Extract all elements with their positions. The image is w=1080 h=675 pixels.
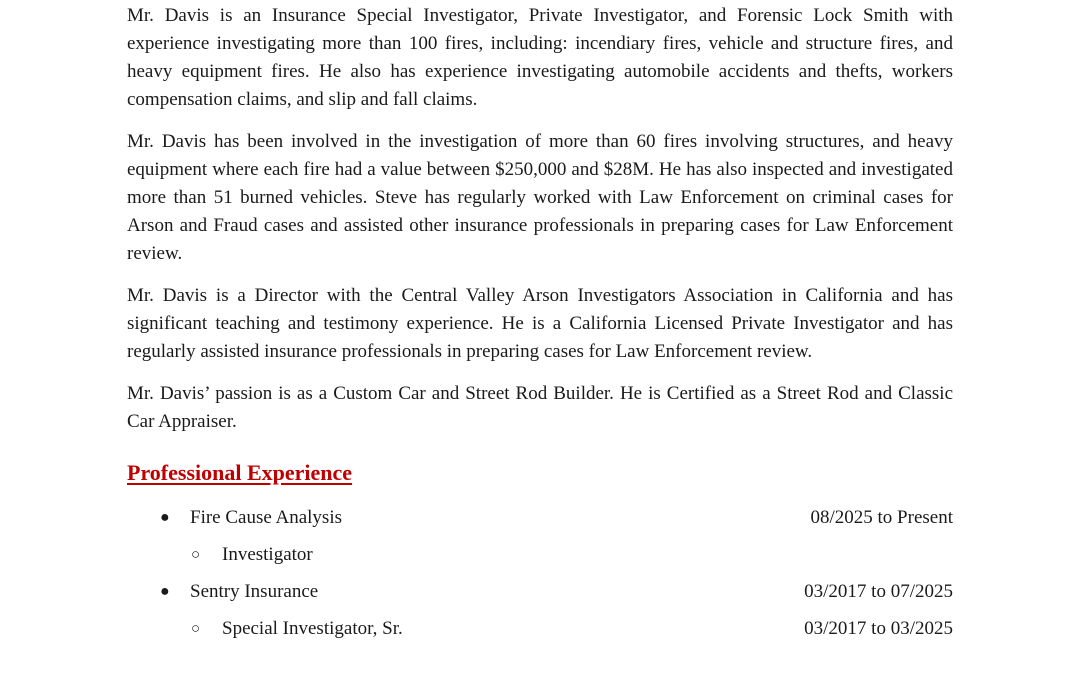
job-dates: 03/2017 to 03/2025	[804, 618, 953, 639]
employment-dates: 08/2025 to Present	[810, 507, 953, 528]
experience-item-sentry-insurance	[127, 578, 953, 615]
bio-paragraph-1: Mr. Davis is an Insurance Special Investigator, Private Investigator, and Forensic Lock Smith with experience investigating more than 100 fires, including: incendiary fires, vehicle and structure fires, and heavy equipment fires. He also has experience investigating automobile accidents and thefts, workers compensation claims, and slip and fall claims.	[127, 5, 953, 110]
document-page	[127, 2, 953, 652]
filled-bullet-icon: ●	[160, 583, 170, 600]
bio-paragraph-3: Mr. Davis is a Director with the Central Valley Arson Investigators Association in California and has significant teaching and testimony experience. He is a California Licensed Private Investigator and has regularly assisted insurance professionals in preparing cases for Law Enforcement review.	[127, 285, 953, 362]
filled-bullet-icon: ●	[160, 509, 170, 526]
section-heading-professional-experience: Professional Experience	[127, 460, 353, 485]
employer-name: Fire Cause Analysis	[190, 507, 342, 528]
job-title: Special Investigator, Sr.	[222, 618, 403, 639]
experience-item-fire-cause-analysis	[127, 504, 953, 541]
bio-paragraph-4: Mr. Davis’ passion is as a Custom Car and Street Rod Builder. He is Certified as a Street Rod and Classic Car Appraiser.	[127, 383, 953, 432]
bio-paragraph-2: Mr. Davis has been involved in the investigation of more than 60 fires involving structures, and heavy equipment where each fire had a value between $250,000 and $28M. He has also inspected and investigated more than 51 burned vehicles. Steve has regularly worked with Law Enforcement on criminal cases for Arson and Fraud cases and assisted other insurance professionals in preparing cases for Law Enforcement review.	[127, 131, 953, 264]
hollow-bullet-icon: ○	[191, 621, 201, 637]
experience-subitem-special-investigator-sr	[127, 615, 953, 652]
job-title: Investigator	[222, 544, 313, 565]
hollow-bullet-icon: ○	[191, 547, 201, 563]
employment-dates: 03/2017 to 07/2025	[804, 581, 953, 602]
employer-name: Sentry Insurance	[190, 581, 319, 602]
experience-list	[127, 504, 953, 652]
experience-subitem-investigator	[127, 541, 953, 578]
